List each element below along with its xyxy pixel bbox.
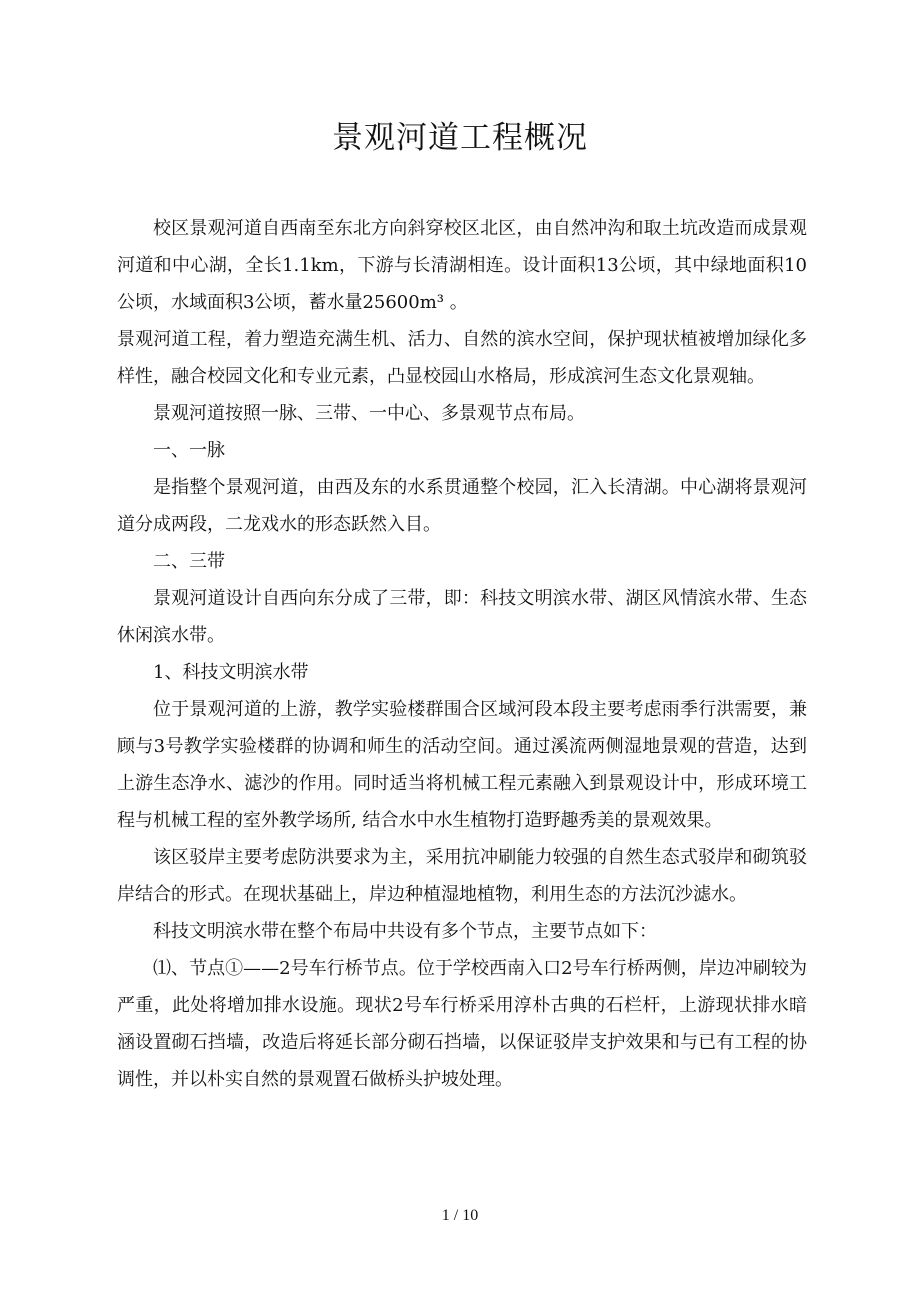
section-heading: 二、三带: [153, 551, 225, 572]
section-heading: 一、一脉: [153, 440, 225, 461]
document-body: [117, 210, 807, 1098]
paragraph: 是指整个景观河道，由西及东的水系贯通整个校园，汇入长清湖。中心湖将景观河道分成两段，二龙戏水的形态跃然入目。: [117, 477, 807, 535]
page-number: 1 / 10: [441, 1207, 479, 1224]
paragraph: 科技文明滨水带在整个布局中共设有多个节点，主要节点如下：: [153, 921, 657, 942]
paragraph: 该区驳岸主要考虑防洪要求为主，采用抗冲刷能力较强的自然生态式驳岸和砌筑驳岸结合的形式。在现状基础上，岸边种植湿地植物，利用生态的方法沉沙滤水。: [117, 847, 807, 905]
paragraph: 位于景观河道的上游，教学实验楼群围合区域河段本段主要考虑雨季行洪需要，兼顾与3号教学实验楼群的协调和师生的活动空间。通过溪流两侧湿地景观的营造，达到上游生态净水、滤沙的作用。同时适当将机械工程元素融入到景观设计中，形成环境工程与机械工程的室外教学场所, 结合水中水生植物打造野趣秀美的景观效果。: [117, 699, 807, 831]
subsection-heading: 1、科技文明滨水带: [153, 662, 309, 683]
paragraph: 景观河道按照一脉、三带、一中心、多景观节点布局。: [153, 403, 585, 424]
paragraph: 校区景观河道自西南至东北方向斜穿校区北区，由自然冲沟和取土坑改造而成景观河道和中心湖，全长1.1km，下游与长清湖相连。设计面积13公顷，其中绿地面积10公顷，水域面积3公顷，蓄水量25600m³ 。: [117, 218, 807, 313]
page-title: 景观河道工程概况: [332, 120, 588, 156]
paragraph: ⑴、节点①——2号车行桥节点。位于学校西南入口2号车行桥两侧，岸边冲刷较为严重，此处将增加排水设施。现状2号车行桥采用淳朴古典的石栏杆，上游现状排水暗涵设置砌石挡墙，改造后将延长部分砌石挡墙，以保证驳岸支护效果和与已有工程的协调性，并以朴实自然的景观置石做桥头护坡处理。: [117, 958, 807, 1090]
paragraph: 景观河道设计自西向东分成了三带，即：科技文明滨水带、湖区风情滨水带、生态休闲滨水带。: [117, 588, 807, 646]
paragraph: 景观河道工程，着力塑造充满生机、活力、自然的滨水空间，保护现状植被增加绿化多样性，融合校园文化和专业元素，凸显校园山水格局，形成滨河生态文化景观轴。: [117, 329, 807, 387]
